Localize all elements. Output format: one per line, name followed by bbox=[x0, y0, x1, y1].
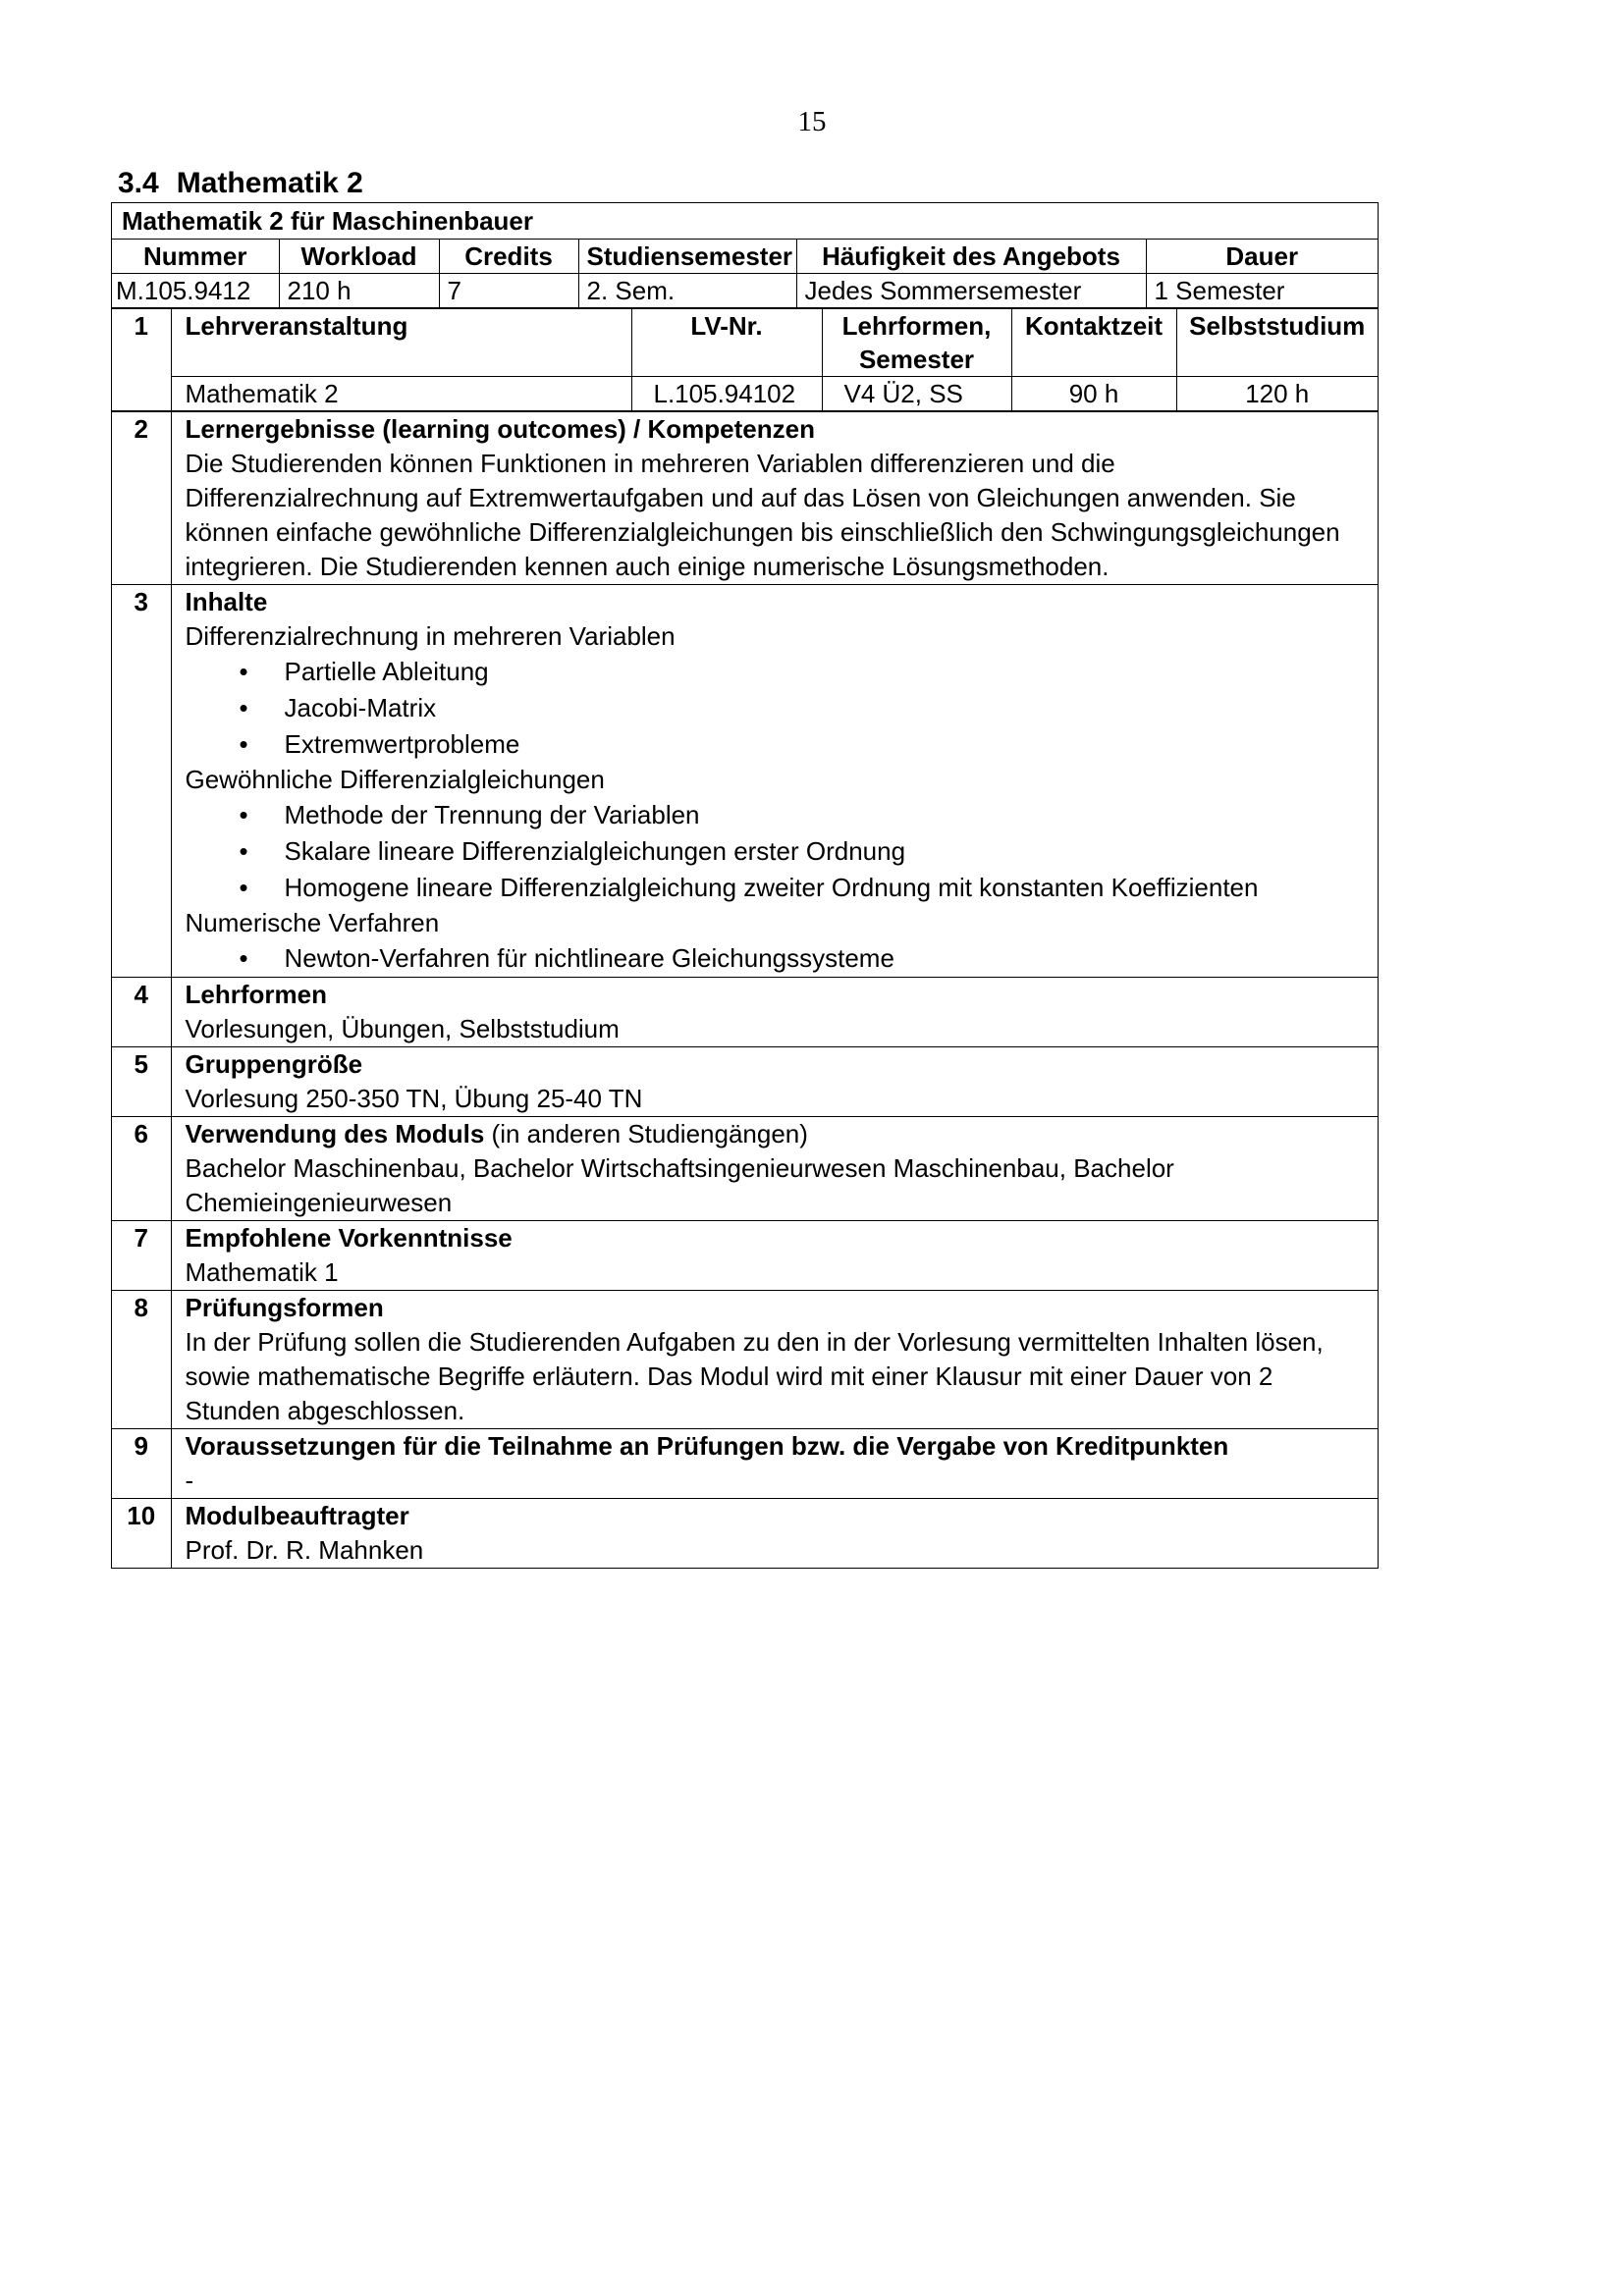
course-header-kontaktzeit: Kontaktzeit bbox=[1011, 309, 1176, 377]
section-lernergebnisse bbox=[112, 412, 1378, 585]
course-value-kontaktzeit: 90 h bbox=[1011, 377, 1176, 411]
section-title: Modulbeauftragter bbox=[185, 1501, 409, 1530]
bullet-list bbox=[186, 797, 1371, 906]
meta-value-workload: 210 h bbox=[279, 274, 439, 308]
section-title: Lehrformen bbox=[185, 980, 327, 1009]
list-item: • Newton-Verfahren für nichtlineare Gleichungssysteme bbox=[186, 940, 1371, 977]
content-group-title: Gewöhnliche Differenzialgleichungen bbox=[185, 765, 605, 794]
course-value-lehrveranstaltung: Mathematik 2 bbox=[171, 377, 631, 411]
sections-table bbox=[112, 411, 1378, 1568]
section-title: Inhalte bbox=[185, 587, 268, 616]
section-heading-number: 3.4 bbox=[118, 167, 159, 199]
module-description-table bbox=[111, 202, 1379, 1569]
bullet-list bbox=[186, 654, 1371, 763]
row-number-7: 7 bbox=[112, 1221, 171, 1291]
list-item: • Homogene lineare Differenzialgleichung zweiter Ordnung mit konstanten Koeffizienten bbox=[186, 870, 1371, 906]
section-heading bbox=[118, 167, 363, 200]
row-number-6: 6 bbox=[112, 1117, 171, 1221]
course-table bbox=[112, 308, 1378, 411]
content-group-title: Differenzialrechnung in mehreren Variablen bbox=[185, 621, 676, 651]
section-title-suffix: (in anderen Studiengängen) bbox=[484, 1119, 808, 1148]
row-number-10: 10 bbox=[112, 1499, 171, 1569]
row-number-3: 3 bbox=[112, 585, 171, 978]
course-value-selbststudium: 120 h bbox=[1176, 377, 1378, 411]
course-value-lehrformen: V4 Ü2, SS bbox=[822, 377, 1011, 411]
section-text: Prof. Dr. R. Mahnken bbox=[185, 1535, 424, 1565]
section-title: Voraussetzungen für die Teilnahme an Prüfungen bzw. die Vergabe von Kreditpunkten bbox=[185, 1431, 1229, 1461]
module-meta-table bbox=[112, 240, 1378, 308]
module-title: Mathematik 2 für Maschinenbauer bbox=[112, 203, 1378, 240]
course-header-selbststudium: Selbststudium bbox=[1176, 309, 1378, 377]
meta-value-dauer: 1 Semester bbox=[1146, 274, 1378, 308]
section-title: Lernergebnisse (learning outcomes) / Kompetenzen bbox=[185, 414, 815, 444]
section-modulbeauftragter bbox=[112, 1499, 1378, 1569]
section-text: - bbox=[185, 1466, 194, 1495]
list-item: • Methode der Trennung der Variablen bbox=[186, 797, 1371, 833]
meta-header-workload: Workload bbox=[279, 240, 439, 274]
meta-header-haeufigkeit: Häufigkeit des Angebots bbox=[796, 240, 1146, 274]
section-title-line bbox=[186, 1117, 1371, 1151]
bullet-list bbox=[186, 940, 1371, 977]
course-header-lv-nr: LV-Nr. bbox=[631, 309, 822, 377]
content-group-title: Numerische Verfahren bbox=[185, 908, 440, 937]
row-number-4: 4 bbox=[112, 978, 171, 1047]
meta-value-haeufigkeit: Jedes Sommersemester bbox=[796, 274, 1146, 308]
section-voraussetzungen bbox=[112, 1429, 1378, 1499]
section-heading-title: Mathematik 2 bbox=[176, 167, 363, 199]
meta-value-nummer: M.105.9412 bbox=[112, 274, 279, 308]
row-number-5: 5 bbox=[112, 1047, 171, 1117]
section-title: Empfohlene Vorkenntnisse bbox=[185, 1223, 513, 1253]
course-value-lv-nr: L.105.94102 bbox=[631, 377, 822, 411]
page-number: 15 bbox=[797, 106, 827, 137]
section-inhalte bbox=[112, 585, 1378, 978]
list-item: • Jacobi-Matrix bbox=[186, 690, 1371, 726]
meta-value-studiensemester: 2. Sem. bbox=[578, 274, 796, 308]
section-lehrformen bbox=[112, 978, 1378, 1047]
list-item: • Extremwertprobleme bbox=[186, 726, 1371, 763]
course-header-lehrformen: Lehrformen, Semester bbox=[822, 309, 1011, 377]
section-verwendung bbox=[112, 1117, 1378, 1221]
row-number-9: 9 bbox=[112, 1429, 171, 1499]
list-item: • Partielle Ableitung bbox=[186, 654, 1371, 690]
course-header-lehrveranstaltung: Lehrveranstaltung bbox=[171, 309, 631, 377]
section-gruppengroesse bbox=[112, 1047, 1378, 1117]
section-text: In der Prüfung sollen die Studierenden Aufgaben zu den in der Vorlesung vermittelten Inhalten lösen, sowie mathematische Begriffe erläutern. Das Modul wird mit einer Klausur mit einer Dauer von 2 Stunden abgeschlossen. bbox=[185, 1327, 1324, 1425]
list-item: • Skalare lineare Differenzialgleichungen erster Ordnung bbox=[186, 833, 1371, 870]
section-title: Gruppengröße bbox=[185, 1049, 363, 1079]
section-text: Vorlesungen, Übungen, Selbststudium bbox=[185, 1014, 620, 1043]
section-title: Prüfungsformen bbox=[185, 1293, 384, 1322]
meta-header-nummer: Nummer bbox=[112, 240, 279, 274]
section-pruefungsformen bbox=[112, 1291, 1378, 1429]
meta-header-studiensemester: Studiensemester bbox=[578, 240, 796, 274]
meta-value-credits: 7 bbox=[439, 274, 578, 308]
section-text: Bachelor Maschinenbau, Bachelor Wirtschaftsingenieurwesen Maschinenbau, Bachelor Chemieingenieurwesen bbox=[185, 1153, 1174, 1217]
section-title: Verwendung des Moduls bbox=[185, 1119, 485, 1148]
section-text: Mathematik 1 bbox=[185, 1257, 339, 1287]
section-text: Vorlesung 250-350 TN, Übung 25-40 TN bbox=[185, 1084, 643, 1113]
meta-header-dauer: Dauer bbox=[1146, 240, 1378, 274]
row-number-1: 1 bbox=[112, 309, 171, 411]
section-text: Die Studierenden können Funktionen in mehreren Variablen differenzieren und die Differenzialrechnung auf Extremwertaufgaben und auf das Lösen von Gleichungen anwenden. Sie können einfache gewöhnliche Differenzialgleichungen bis einschließlich den Schwingungsgleichungen integrieren. Die Studierenden kennen auch einige numerische Lösungsmethoden. bbox=[185, 449, 1340, 581]
section-vorkenntnisse bbox=[112, 1221, 1378, 1291]
row-number-2: 2 bbox=[112, 412, 171, 585]
row-number-8: 8 bbox=[112, 1291, 171, 1429]
meta-header-credits: Credits bbox=[439, 240, 578, 274]
